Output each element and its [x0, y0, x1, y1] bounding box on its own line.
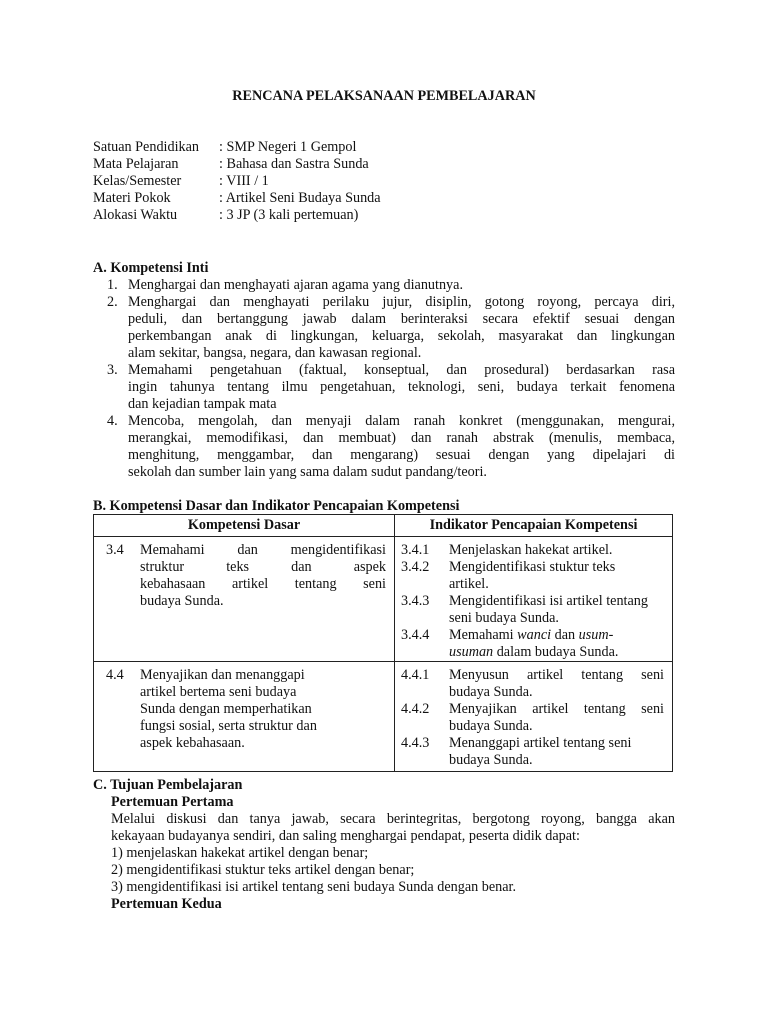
text: Memahami — [449, 627, 518, 643]
text-line — [449, 644, 664, 661]
text-line: Melalui diskusi dan tanya jawab, secara berintegritas, bergotong royong, bangga akan — [111, 811, 675, 827]
info-label: Satuan Pendidikan — [93, 139, 199, 155]
italic-term: usum- — [578, 627, 614, 643]
list-item — [93, 277, 675, 294]
info-row — [93, 156, 381, 173]
section-heading: A. Kompetensi Inti — [93, 260, 209, 276]
column-header: Indikator Pencapaian Kompetensi — [395, 515, 673, 537]
item-number — [93, 294, 128, 311]
text-line: perkembangan anak di lingkungan, keluarga, sekolah, masyarakat dan lingkungan — [128, 328, 675, 344]
column-header: Kompetensi Dasar — [94, 515, 395, 537]
text-line: budaya Sunda. — [449, 718, 533, 734]
text-line: artikel bertema seni budaya — [140, 684, 297, 700]
text-line: struktur teks dan aspek — [140, 559, 386, 575]
info-value: : 3 JP (3 kali pertemuan) — [219, 207, 359, 223]
text-line: fungsi sosial, serta struktur dan — [140, 718, 317, 734]
objective-item: 1) menjelaskan hakekat artikel dengan benar; — [111, 845, 369, 861]
info-label: Kelas/Semester — [93, 173, 182, 189]
info-row — [93, 190, 381, 207]
list-item — [93, 362, 675, 413]
kd-text — [140, 542, 386, 610]
text: dan — [551, 627, 579, 643]
text-line: seni budaya Sunda. — [449, 610, 559, 626]
table-row — [94, 537, 673, 662]
text: dalam budaya Sunda. — [493, 644, 619, 660]
indicator-text — [449, 735, 664, 769]
kd-entry — [106, 542, 386, 610]
text-line: kebahasaan artikel tentang seni — [140, 576, 386, 592]
indicator-entry — [401, 559, 664, 593]
indicator-entry — [401, 627, 664, 661]
text-line: Menyusun artikel tentang seni — [449, 667, 664, 683]
item-text — [128, 362, 675, 413]
indicator-text — [449, 667, 664, 701]
item-number-text: 2. — [107, 294, 118, 310]
text-line: Memahami pengetahuan (faktual, konseptual, dan prosedural) berdasarkan rasa — [128, 362, 675, 378]
kd-number: 4.4 — [106, 667, 124, 683]
text-line: sekolah dan sumber lain yang sama dalam sudut pandang/teori. — [128, 464, 487, 480]
item-number-text: 3. — [107, 362, 118, 378]
item-text — [128, 277, 675, 294]
text-line: Mengidentifikasi isi artikel tentang — [449, 593, 648, 609]
text-line — [449, 627, 664, 644]
italic-term: wanci — [517, 627, 552, 643]
indicator-number: 4.4.2 — [401, 701, 430, 717]
indicator-number: 4.4.3 — [401, 735, 430, 751]
text-line: peduli, dan bertanggung jawab dalam berinteraksi secara efektif sesuai dengan — [128, 311, 675, 327]
info-value: : SMP Negeri 1 Gempol — [219, 139, 357, 155]
indicator-entry — [401, 735, 664, 769]
list-item — [93, 413, 675, 481]
indicator-entry — [401, 667, 664, 701]
text-line: Menghargai dan menghayati perilaku jujur, disiplin, gotong royong, percaya diri, — [128, 294, 675, 310]
indicator-text — [449, 701, 664, 735]
indicator-text — [449, 542, 664, 559]
text-line: Mengidentifikasi stuktur teks — [449, 559, 616, 575]
section-tujuan-pembelajaran — [93, 777, 675, 913]
info-row — [93, 207, 381, 224]
text-line: ingin tahunya tentang ilmu pengetahuan, teknologi, seni, budaya terkait fenomena — [128, 379, 675, 395]
text-line: artikel. — [449, 576, 489, 592]
section-heading: B. Kompetensi Dasar dan Indikator Pencapaian Kompetensi — [93, 498, 460, 514]
text-line: budaya Sunda. — [140, 593, 224, 609]
indicator-number: 3.4.4 — [401, 627, 430, 643]
text-line: budaya Sunda. — [449, 752, 533, 768]
item-number-text: 1. — [107, 277, 118, 293]
competency-table — [93, 514, 673, 772]
subheading: Pertemuan Pertama — [111, 794, 234, 810]
text-line: Mencoba, mengolah, dan menyaji dalam ranah konkret (menggunakan, mengurai, — [128, 413, 675, 429]
text-line: menghitung, menggambar, dan mengarang) sesuai dengan yang dipelajari di — [128, 447, 675, 463]
text-line: kekayaan budayanya sendiri, dan saling menghargai pendapat, peserta didik dapat: — [111, 828, 580, 844]
objective-item: 3) mengidentifikasi isi artikel tentang seni budaya Sunda dengan benar. — [111, 879, 517, 895]
italic-term: usuman — [449, 644, 494, 660]
indicator-number: 4.4.1 — [401, 667, 430, 683]
indicator-text — [449, 559, 664, 593]
text-line: Sunda dengan memperhatikan — [140, 701, 312, 717]
info-value: : Artikel Seni Budaya Sunda — [219, 190, 381, 206]
info-label: Materi Pokok — [93, 190, 171, 206]
text-line: merangkai, memodifikasi, dan membuat) dan ranah abstrak (menulis, membaca, — [128, 430, 675, 446]
info-label: Alokasi Waktu — [93, 207, 178, 223]
text-line: Menanggapi artikel tentang seni — [449, 735, 632, 751]
identity-block — [93, 139, 381, 224]
info-value: : Bahasa dan Sastra Sunda — [219, 156, 369, 172]
info-row — [93, 173, 381, 190]
text-line: Menyajikan dan menanggapi — [140, 667, 305, 683]
text-line: Memahami dan mengidentifikasi — [140, 542, 386, 558]
text-line: aspek kebahasaan. — [140, 735, 245, 751]
section-heading: C. Tujuan Pembelajaran — [93, 777, 243, 793]
item-text — [128, 294, 675, 362]
objective-item: 2) mengidentifikasi stuktur teks artikel dengan benar; — [111, 862, 415, 878]
text-line: dan kejadian tampak mata — [128, 396, 277, 412]
text-line: Menghargai dan menghayati ajaran agama yang dianutnya. — [128, 277, 463, 293]
indicator-entry — [401, 542, 664, 559]
section-kompetensi-inti — [93, 260, 675, 481]
text-line: Menjelaskan hakekat artikel. — [449, 542, 613, 558]
kd-entry — [106, 667, 386, 752]
info-value: : VIII / 1 — [219, 173, 269, 189]
item-text — [128, 413, 675, 481]
subheading: Pertemuan Kedua — [111, 896, 222, 912]
text-line: Menyajikan artikel tentang seni — [449, 701, 664, 717]
document-title: RENCANA PELAKSANAAN PEMBELAJARAN — [232, 88, 536, 104]
text-line: budaya Sunda. — [449, 684, 533, 700]
item-number — [93, 277, 128, 294]
indicator-number: 3.4.2 — [401, 559, 430, 575]
indicator-entry — [401, 593, 664, 627]
item-number — [93, 362, 128, 379]
indicator-number: 3.4.1 — [401, 542, 430, 558]
list-item — [93, 294, 675, 362]
indicator-entry — [401, 701, 664, 735]
info-label: Mata Pelajaran — [93, 156, 179, 172]
info-row — [93, 139, 381, 156]
item-number-text: 4. — [107, 413, 118, 429]
kd-number: 3.4 — [106, 542, 124, 558]
indicator-text — [449, 627, 664, 661]
indicator-text — [449, 593, 664, 627]
text-line: alam sekitar, bangsa, negara, dan kawasan regional. — [128, 345, 422, 361]
item-number — [93, 413, 128, 430]
indicator-number: 3.4.3 — [401, 593, 430, 609]
table-row — [94, 662, 673, 772]
kd-text — [140, 667, 386, 752]
